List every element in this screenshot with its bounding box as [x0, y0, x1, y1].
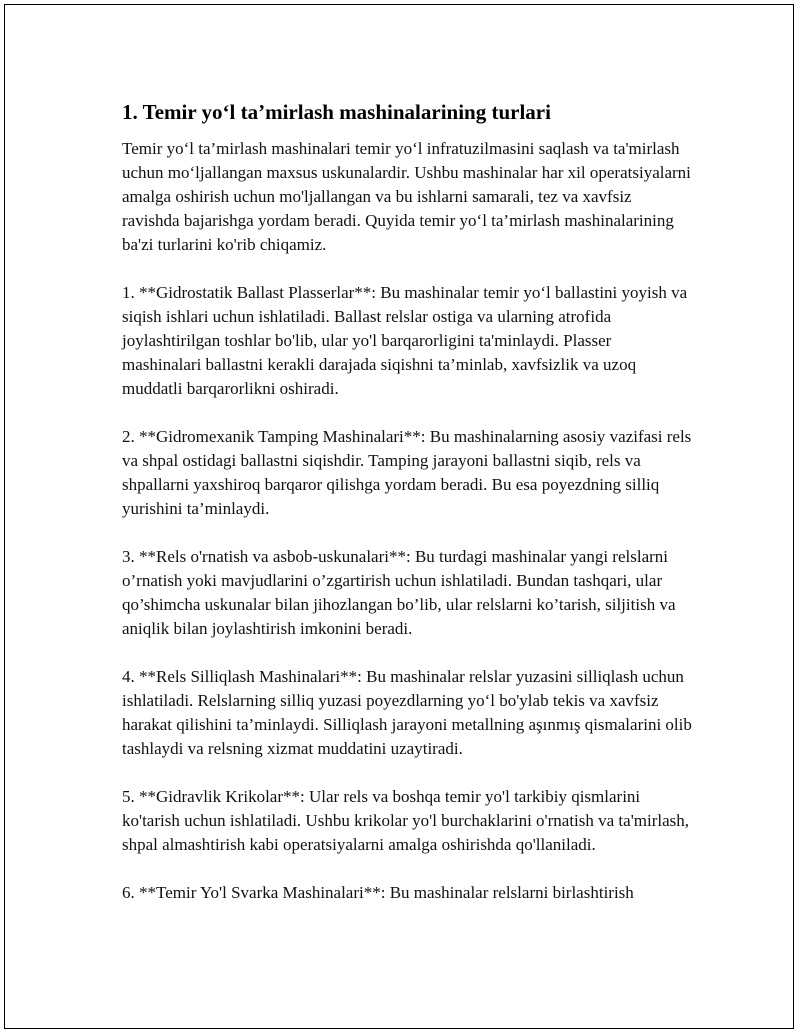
paragraph-ballast-plasser: 1. **Gidrostatik Ballast Plasserlar**: Bu mashinalar temir yo‘l ballastini yoyish va siqish ishlari uchun ishlatiladi. Ballast relslar ostiga va ularning atrofida joylashtirilgan toshlar bo'lib, ular yo'l barqarorligini ta'minlaydi. Plasser mashinalari ballastni kerakli darajada siqishni ta’minlab, xavfsizlik va uzoq muddatli barqarorlikni oshiradi.: [122, 283, 688, 398]
paragraph-rail-installation: 3. **Rels o'rnatish va asbob-uskunalari**: Bu turdagi mashinalar yangi relslarni o’rnatish yoki mavjudlarini o’zgartirish uchun ishlatiladi. Bundan tashqari, ular qo’shimcha uskunalar bilan jihozlangan bo’lib, ular relslarni ko’tarish, siljitish va aniqlik bilan joylashtirish imkonini beradi.: [122, 547, 676, 638]
paragraph-welding-machines: 6. **Temir Yo'l Svarka Mashinalari**: Bu mashinalar relslarni birlashtirish: [122, 883, 634, 902]
page: [4, 4, 794, 1029]
intro-paragraph: Temir yo‘l ta’mirlash mashinalari temir yo‘l infratuzilmasini saqlash va ta'mirlash uchun mo‘ljallangan maxsus uskunalardir. Ushbu mashinalar har xil operatsiyalarni amalga oshirish uchun mo'ljallangan va bu ishlarni samarali, tez va xavfsiz ravishda bajarishga yordam beradi. Quyida temir yo‘l ta’mirlash mashinalarining ba'zi turlarini ko'rib chiqamiz.: [122, 139, 691, 254]
paragraph-tamping-machines: 2. **Gidromexanik Tamping Mashinalari**: Bu mashinalarning asosiy vazifasi rels va shpal ostidagi ballastni siqishdir. Tamping jarayoni ballastni siqib, rels va shpallarni yaxshiroq barqaror qilishga yordam beradi. Bu esa poyezdning silliq yurishini ta’minlaydi.: [122, 427, 692, 518]
paragraph-rail-grinding: 4. **Rels Silliqlash Mashinalari**: Bu mashinalar relslar yuzasini silliqlash uchun ishlatiladi. Relslarning silliq yuzasi poyezdlarning yo‘l bo'ylab tekis va xavfsiz harakat qilishini ta’minlaydi. Silliqlash jarayoni metallning aşınmış qismalarini olib tashlaydi va relsning xizmat muddatini uzaytiradi.: [122, 667, 692, 758]
document-body: [122, 99, 692, 929]
document-title: 1. Temir yo‘l ta’mirlash mashinalarining turlari: [122, 100, 551, 124]
paragraph-hydraulic-jacks: 5. **Gidravlik Krikolar**: Ular rels va boshqa temir yo'l tarkibiy qismlarini ko'tarish uchun ishlatiladi. Ushbu krikolar yo'l burchaklarini o'rnatish va ta'mirlash, shpal almashtirish kabi operatsiyalarni amalga oshirishda qo'llaniladi.: [122, 787, 689, 854]
